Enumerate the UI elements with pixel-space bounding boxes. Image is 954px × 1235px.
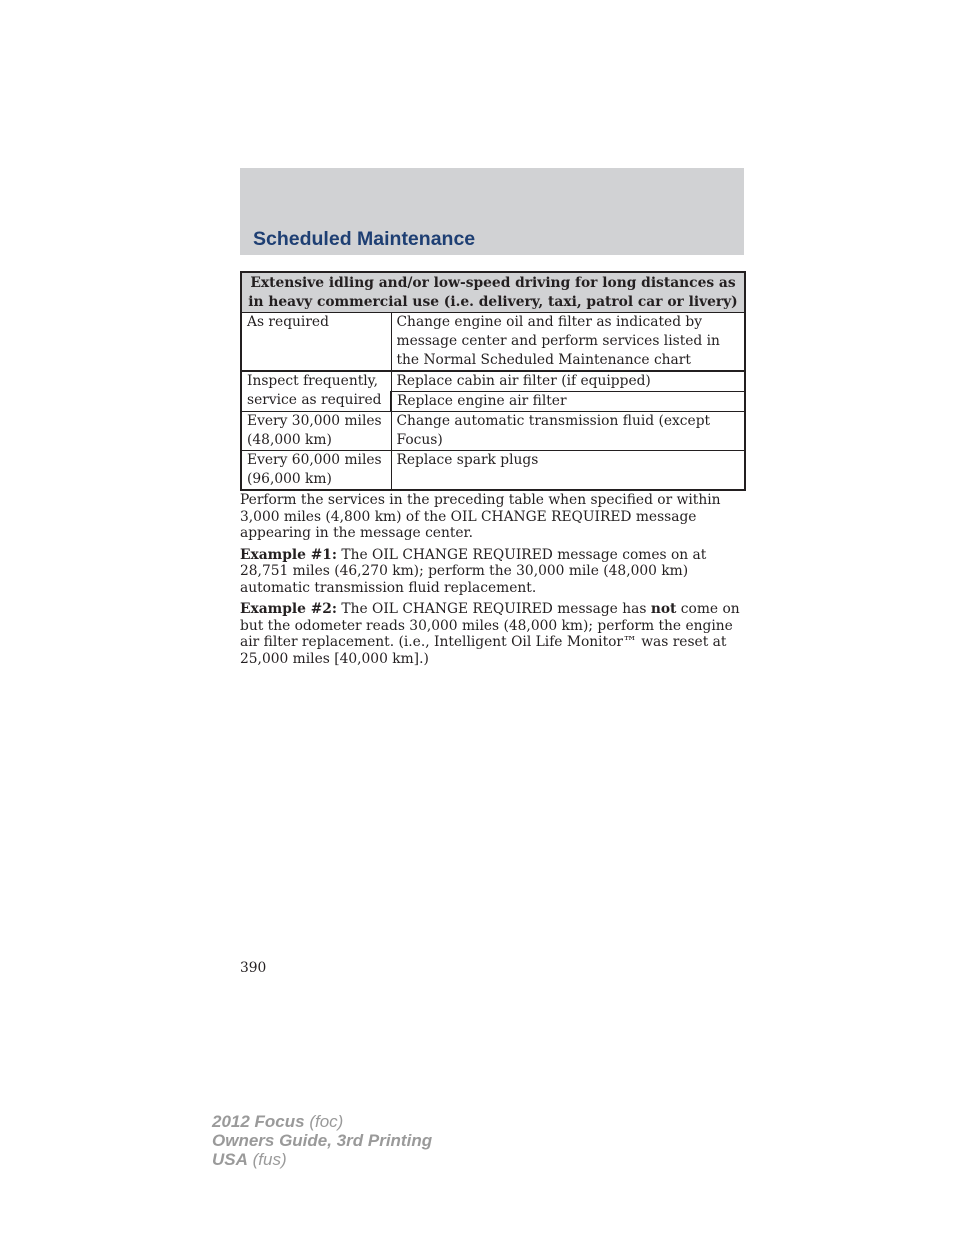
- example-2-text-a: The OIL CHANGE REQUIRED message has: [337, 601, 651, 617]
- footer-line-2: Owners Guide, 3rd Printing: [212, 1131, 433, 1150]
- example-1-label: Example #1:: [240, 546, 338, 563]
- footer: [212, 1112, 432, 1169]
- example-1-text: The OIL CHANGE REQUIRED message comes on at 28,751 miles (46,270 km); perform the 30,000 mile (48,000 km) automatic transmission fluid replacement.: [240, 546, 707, 596]
- footer-line-3: [212, 1150, 432, 1169]
- table-row: [241, 313, 745, 372]
- table-header-row: [241, 272, 745, 313]
- page-number: 390: [240, 960, 267, 976]
- example-2-label: Example #2:: [240, 601, 338, 617]
- action-cell: Change automatic transmission fluid (except Focus): [391, 412, 745, 451]
- table-row: [241, 412, 745, 451]
- action-cell: Change engine oil and filter as indicated by message center and perform services listed in the Normal Scheduled Maintenance chart: [391, 313, 745, 372]
- example-1-paragraph: [240, 547, 746, 597]
- footer-line-1: [212, 1112, 432, 1131]
- action-cell: Replace engine air filter: [391, 392, 745, 412]
- table-header: Extensive idling and/or low-speed driving for long distances as in heavy commercial use (i.e. delivery, taxi, patrol car or livery): [241, 272, 745, 313]
- footer-model-code: (foc): [304, 1112, 344, 1131]
- example-2-paragraph: [240, 601, 746, 667]
- interval-cell: As required: [241, 313, 391, 372]
- footer-market: USA: [212, 1150, 248, 1169]
- paragraph: Perform the services in the preceding table when specified or within 3,000 miles (4,800 km) of the OIL CHANGE REQUIRED message appearing in the message center.: [240, 492, 721, 541]
- action-cell: Replace spark plugs: [391, 451, 745, 491]
- example-2-emphasis: not: [650, 601, 677, 617]
- interval-cell: Every 30,000 miles (48,000 km): [241, 412, 391, 451]
- footer-model: 2012 Focus: [212, 1112, 305, 1131]
- section-title: Scheduled Maintenance: [253, 228, 476, 250]
- footer-market-code: (fus): [247, 1150, 287, 1169]
- action-cell: Replace cabin air filter (if equipped): [391, 371, 745, 392]
- table-row: [241, 371, 745, 392]
- interval-cell: Inspect frequently, service as required: [241, 371, 391, 412]
- example-2-text-b: come on but the odometer reads 30,000 miles (48,000 km); perform the engine air filter replacement. (i.e., Intelligent Oil Life Monitor™ was reset at 25,000 miles [40,000 km].): [240, 601, 740, 667]
- maintenance-table: [240, 271, 746, 491]
- body-text: [240, 492, 746, 672]
- interval-cell: Every 60,000 miles (96,000 km): [241, 451, 391, 491]
- section-header-band: [240, 168, 744, 255]
- table-row: [241, 451, 745, 491]
